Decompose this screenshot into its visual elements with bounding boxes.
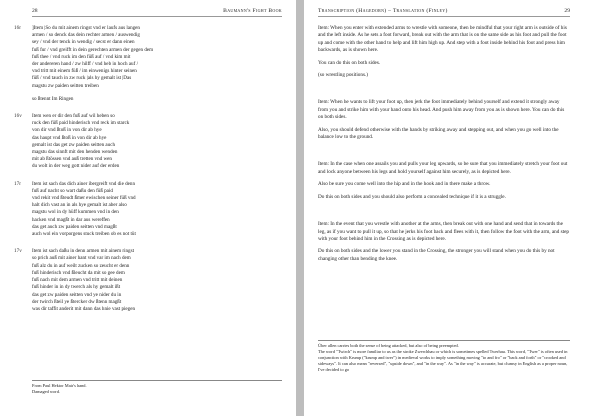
text-line: du wolt in der weg gott nider auf der erden	[32, 163, 120, 170]
left-entry	[14, 25, 282, 103]
right-header-title: Transcription (Hagedorn) – Translation (Finley)	[318, 8, 448, 14]
right-entry	[318, 221, 570, 263]
text-line: fuß auf nacht so wart daßu den füß paid	[32, 187, 113, 194]
text-line: Item ist sach daßu in denn armen mit ainem ringst	[32, 248, 134, 255]
translation-paragraph: You can do this on both sides.	[318, 59, 381, 66]
text-line: ]Item |So du mit ainem ringst vnd er laufs aus langen	[32, 25, 140, 31]
text-line: magstu zw paiden seitten treiben	[32, 82, 99, 89]
text-line: auch wol ein vorporgens stuck treiben ob es not tüt	[32, 231, 136, 238]
left-footnotes	[32, 380, 282, 395]
translation-paragraph: Item: When he wants to lift your foot up, then jerk the foot immediately behind yourself and extend it strongly away from you and strike him with your hand onto his head. And push him away from you as is shown here. You can do this on both sides.	[318, 99, 565, 121]
text-line: gemalt ist das get zw paiden seitten auch	[32, 141, 116, 148]
text-line: der andereren hand / zw hilff / vnd heb in hoch auf /	[32, 61, 138, 68]
translation-paragraph: Item: In the event that you wrestle with another at the arms, then break out with one hand and send that in towards the leg, as if you want to pull it up, so that he jerks his foot back and flees with it, then follow the foot with the arm, and step with your foot behind him in the Crossing as is depicted here.	[318, 221, 569, 242]
left-header-title: Baumann's Fight Book	[223, 8, 282, 14]
text-line: so prich auß mit ainer hant vnd var im nach dem	[32, 255, 131, 262]
translation-paragraph: Item: When you enter with extended arms to wrestle with someone, then be mindful that your right arm is outside of his and the left inside. As he sets a foot forward, break out with the arm that is on the same side as his foot and pull the foot up and come with the other hand to help and lift him high up. And step with a foot inside behind his foot and press him backwards, as is shown here.	[318, 25, 567, 54]
translation-paragraph: Do this on both sides and you should also perform a concealed technique if it is a struggle.	[318, 193, 506, 200]
text-line: fuß nach mit dem armen vnd tritt mit deinen	[32, 277, 123, 284]
left-entry	[14, 248, 282, 313]
text-line: mit ab ßtössen vnd auß tretten vnd wen	[32, 156, 112, 163]
text-line: Item ist sach das dich ainer ibergreift vnd die denn	[32, 180, 136, 187]
folio-label: 17v	[14, 248, 22, 255]
footnote: Über allen carries both the sense of being attacked, but also of being preempted.	[318, 343, 459, 348]
left-page-number: 28	[32, 8, 38, 14]
text-line: hacken vnd magßt in dar aus wereffen	[32, 216, 110, 223]
text-line: von dir vnd ßtoß in von dir ab hye	[32, 127, 102, 134]
right-page-number: 29	[564, 8, 570, 14]
left-running-head	[32, 8, 282, 17]
right-entry	[318, 99, 570, 141]
text-line: magstu wol in dy hüff kummen vnd in den	[32, 209, 119, 216]
right-running-head	[318, 8, 570, 17]
folio-label: 17r	[14, 180, 21, 187]
right-entry	[318, 161, 570, 201]
translation-paragraph: Also, you should defend otherwise with the hands by striking away and stepping out, and when you go well into the balance low to the ground.	[318, 126, 559, 141]
text-line: sey / vnd der tenck in wendig / secst er dann einen	[32, 39, 135, 46]
right-page	[304, 0, 600, 416]
translation-paragraph: Do this on both sides and the lower you stand in the Crossing, the stronger you will stand when you do this by not changing other than bending the knee.	[318, 248, 555, 262]
text-line: das get auch zw paiden seitten vnd magßt	[32, 223, 117, 230]
footnote: Damaged word.	[32, 389, 61, 395]
left-page	[0, 0, 296, 416]
text-line: fuß thee / vnd ruck im den füß auf / vnd kim mit	[32, 53, 131, 60]
text-line: Item wen er dir den fuß auf wil heben so	[32, 113, 115, 120]
left-entry	[14, 113, 282, 171]
text-line: halt dich vast an in als hye gemalt ist aber also	[32, 202, 127, 209]
text-line: was dir taffit anderit mit dann das hnie vast piegen	[32, 305, 136, 312]
text-line: vnd rekit vnd ßteudt ßmer ewischen seiner füß vnd	[32, 195, 136, 202]
text-line: vnd tritt mit einem füß / im einwenigs hinter seinen	[32, 68, 137, 75]
text-line: fuß hinder in in dy twerch als hy gemalt ißt	[32, 284, 121, 291]
text-line: ruck den füß paid hinderisch vnd reck im starck	[32, 120, 130, 127]
translation-paragraph: (so wrestling positions.)	[318, 72, 369, 79]
left-entry	[14, 180, 282, 239]
text-line: der twirch ßteil ye ßtercker dw ßtenn magßt	[32, 298, 122, 305]
text-line: das get zw paiden seitten vnd ye nider du in	[32, 291, 122, 298]
right-entry	[318, 25, 570, 79]
book-gutter	[296, 0, 304, 416]
text-line: magstu das sinnft mit den henden wenden	[32, 149, 118, 156]
right-footnotes	[318, 340, 570, 373]
footnote: From Paul Hektor Mair's hand.	[32, 383, 87, 388]
text-line: fuß fur / vnd greifft in dein gerechten armen der gegen dem	[32, 46, 154, 53]
translation-paragraph: Also be sure you come well into the hip and in the hook and in there make a throw.	[318, 181, 491, 188]
footnote: The word "Twirch" is more familiar to us as the stroke Zwerchhau or which is sometimes spelled Twerhau. This word, "Twer" is often used in conjunction with Krump ("krump and twer") in medieval works to imply something moving "to and fro" or "back and forth" or "crooked and sideways". It can also mean "reversed", "upside down", and "in the way". As "in the way" is accurate, but clumsy in English as a proper noun, I've decided to go	[318, 349, 568, 373]
folio-label: 16r	[14, 25, 21, 31]
text-line: fuß alz du in auf weilt zucken so zeucht er denn	[32, 262, 130, 269]
translation-paragraph: Item: In the case when one assails you and pulls your leg upwards, so be sure that you immediately stretch your foot out and lock anyone between his legs and hold yourself against him securely, as is depicted here.	[318, 161, 568, 175]
folio-label: 16v	[14, 113, 22, 120]
text-line: fuß hinderisch vnd ßleucht da mit so gee dem	[32, 269, 125, 276]
text-line: füß / vnd tauch in zw ruck |als hy gemalt ist |Das	[32, 75, 132, 82]
subheading-line: so ßtennt Im Ringen	[32, 95, 74, 102]
text-line: armen / so denck das dein rechter armen / auswendig	[32, 32, 140, 39]
text-line: das haupt vnd ßtoß in von dir ab hye	[32, 134, 107, 141]
